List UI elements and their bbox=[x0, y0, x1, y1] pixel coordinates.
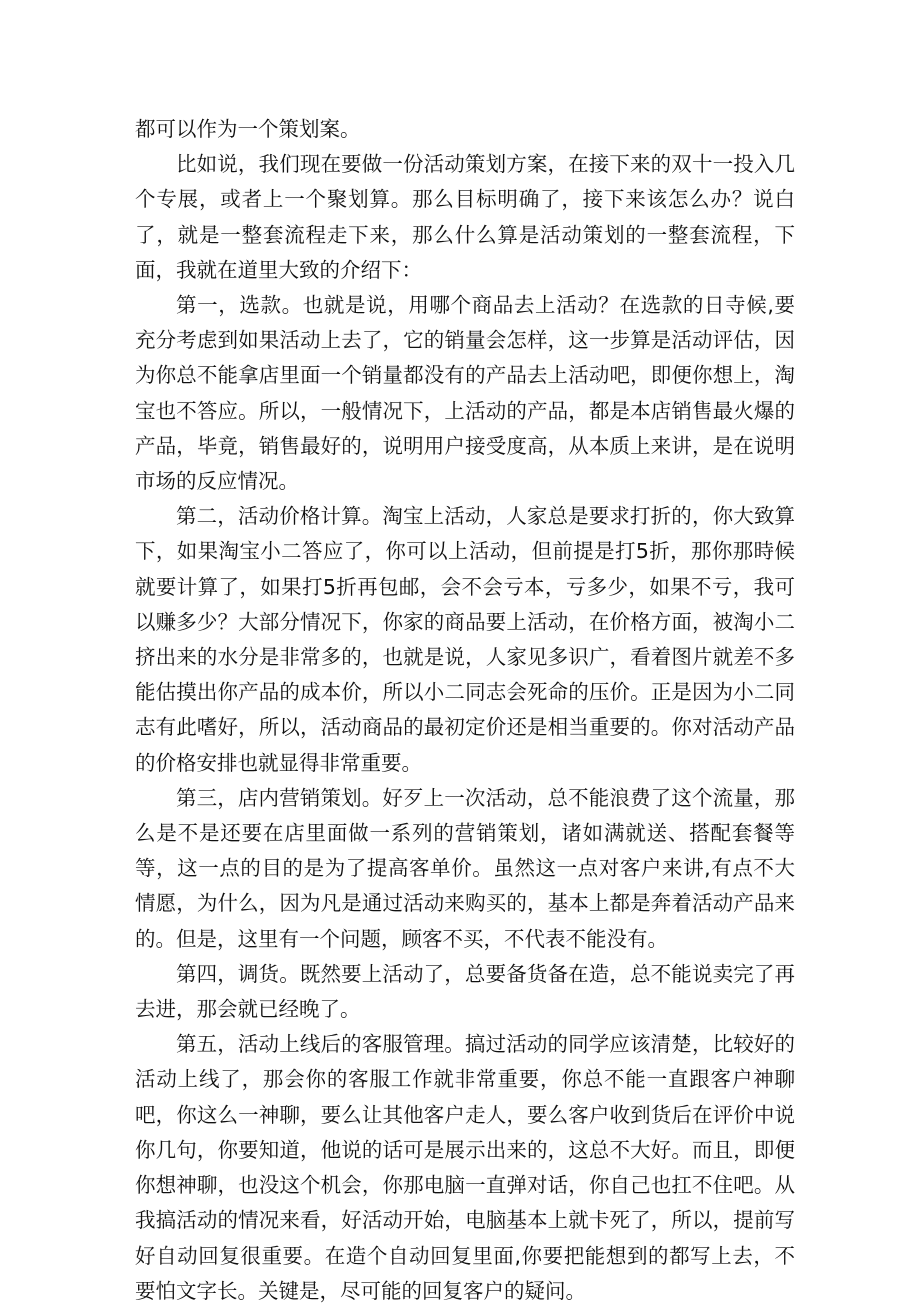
document-body bbox=[135, 112, 795, 1309]
paragraph-step-3: 第三，店内营销策划。好歹上一次活动，总不能浪费了这个流量，那么是不是还要在店里面做一系列的营销策划，诸如满就送、搭配套餐等等，这一点的目的是为了提高客单价。虽然这一点对客户来讲,有点不大情愿，为什么，因为凡是通过活动来购买的，基本上都是奔着活动产品来的。但是，这里有一个问题，顾客不买，不代表不能没有。 bbox=[135, 785, 795, 951]
paragraph-step-4: 第四，调货。既然要上活动了，总要备货备在造，总不能说卖完了再去进，那会就已经晚了。 bbox=[135, 961, 795, 1022]
paragraph-step-1: 第一，选款。也就是说，用哪个商品去上活动？在选款的日寺候,要充分考虑到如果活动上去了，它的销量会怎样，这一步算是活动评估，因为你总不能拿店里面一个销量都没有的产品去上活动吧，即便你想上，淘宝也不答应。所以，一般情况下，上活动的产品，都是本店销售最火爆的产品，毕竟，销售最好的，说明用户接受度高，从本质上来讲，是在说明市场的反应情况。 bbox=[135, 293, 795, 494]
paragraph-intro: 比如说，我们现在要做一份活动策划方案，在接下来的双十一投入几个专展，或者上一个聚划算。那么目标明确了，接下来该怎么办？说白了，就是一整套流程走下来，那么什么算是活动策划的一整套流程，下面，我就在道里大致的介绍下： bbox=[135, 152, 795, 282]
paragraph-continuation: 都可以作为一个策划案。 bbox=[135, 117, 361, 141]
paragraph-step-5: 第五，活动上线后的客服管理。搞过活动的同学应该清楚，比较好的活动上线了，那会你的客服工作就非常重要，你总不能一直跟客户神聊吧，你这么一神聊，要么让其他客户走人，要么客户收到货后在评价中说你几句，你要知道，他说的话可是展示出来的，这总不大好。而且，即便你想神聊，也没这个机会，你那电脑一直弹对话，你自己也扛不住吧。从我搞活动的情况来看，好活动开始，电脑基本上就卡死了，所以，提前写好自动回复很重要。在造个自动回复里面,你要把能想到的都写上去，不要怕文字长。关键是，尽可能的回复客户的疑问。 bbox=[135, 1032, 795, 1303]
paragraph-step-2: 第二，活动价格计算。淘宝上活动，人家总是要求打折的，你大致算下，如果淘宝小二答应了，你可以上活动，但前提是打5折，那你那時候就要计算了，如果打5折再包邮，会不会亏本，亏多少，如果不亏，我可以赚多少？大部分情况下，你家的商品要上活动，在价格方面，被淘小二挤出来的水分是非常多的，也就是说，人家见多识广，看着图片就差不多能估摸出你产品的成本价，所以小二同志会死命的压价。正是因为小二同志有此嗜好，所以，活动商品的最初定价还是相当重要的。你对活动产品的价格安排也就显得非常重要。 bbox=[135, 504, 795, 775]
